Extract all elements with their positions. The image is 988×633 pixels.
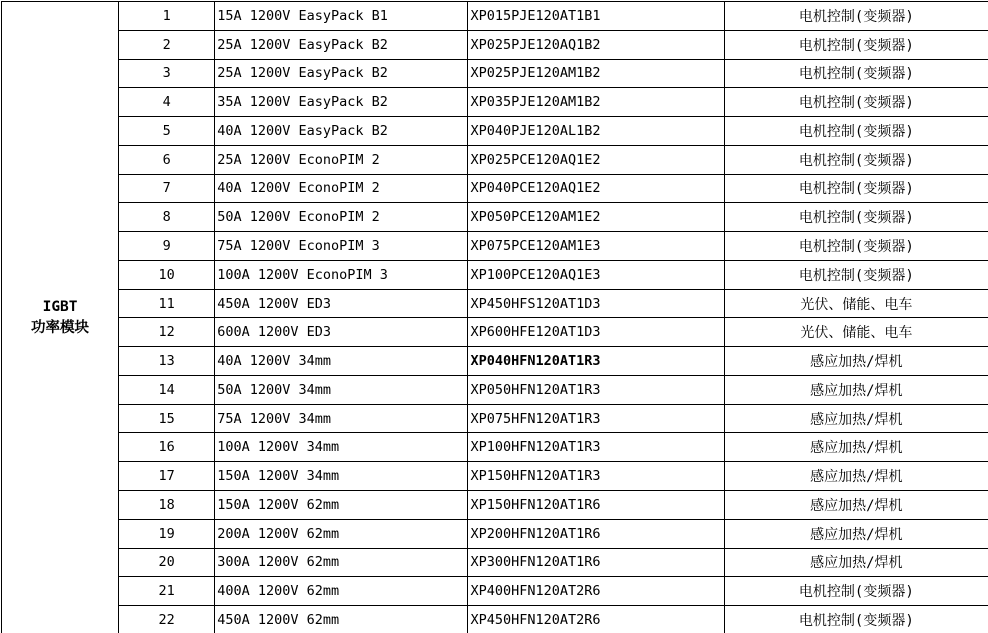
description-cell: 40A 1200V EasyPack B2: [215, 117, 468, 146]
application-cell: 光伏、储能、电车: [724, 289, 988, 318]
row-number-cell: 3: [119, 59, 215, 88]
row-number-cell: 2: [119, 30, 215, 59]
application-cell: 感应加热/焊机: [724, 548, 988, 577]
description-cell: 200A 1200V 62mm: [215, 519, 468, 548]
category-line-2: 功率模块: [31, 320, 90, 336]
table-row: [2, 462, 988, 491]
description-cell: 450A 1200V ED3: [215, 289, 468, 318]
description-cell: 40A 1200V 34mm: [215, 347, 468, 376]
application-cell: 感应加热/焊机: [724, 519, 988, 548]
table-row: [2, 318, 988, 347]
row-number-cell: 5: [119, 117, 215, 146]
row-number-cell: 20: [119, 548, 215, 577]
application-cell: 电机控制(变频器): [724, 260, 988, 289]
part-number-cell: XP450HFS120AT1D3: [468, 289, 724, 318]
table-row: [2, 347, 988, 376]
table-row: [2, 30, 988, 59]
application-cell: 电机控制(变频器): [724, 88, 988, 117]
row-number-cell: 14: [119, 375, 215, 404]
application-cell: 电机控制(变频器): [724, 30, 988, 59]
row-number-cell: 22: [119, 606, 215, 633]
part-number-cell: XP025PJE120AQ1B2: [468, 30, 724, 59]
row-number-cell: 8: [119, 203, 215, 232]
table-row: [2, 548, 988, 577]
table-row: [2, 232, 988, 261]
description-cell: 40A 1200V EconoPIM 2: [215, 174, 468, 203]
part-number-cell: XP200HFN120AT1R6: [468, 519, 724, 548]
application-cell: 电机控制(变频器): [724, 232, 988, 261]
description-cell: 25A 1200V EconoPIM 2: [215, 145, 468, 174]
table-row: [2, 491, 988, 520]
row-number-cell: 16: [119, 433, 215, 462]
part-number-cell: XP100PCE120AQ1E3: [468, 260, 724, 289]
table-row: [2, 433, 988, 462]
row-number-cell: 1: [119, 2, 215, 31]
application-cell: 电机控制(变频器): [724, 117, 988, 146]
row-number-cell: 4: [119, 88, 215, 117]
part-number-cell: XP150HFN120AT1R6: [468, 491, 724, 520]
description-cell: 50A 1200V 34mm: [215, 375, 468, 404]
table-row: [2, 88, 988, 117]
table-row: [2, 404, 988, 433]
description-cell: 100A 1200V EconoPIM 3: [215, 260, 468, 289]
table-row: [2, 203, 988, 232]
part-number-cell: XP075PCE120AM1E3: [468, 232, 724, 261]
row-number-cell: 11: [119, 289, 215, 318]
part-number-cell: XP300HFN120AT1R6: [468, 548, 724, 577]
application-cell: 感应加热/焊机: [724, 462, 988, 491]
row-number-cell: 7: [119, 174, 215, 203]
application-cell: 电机控制(变频器): [724, 145, 988, 174]
igbt-module-table: [1, 1, 988, 633]
application-cell: 电机控制(变频器): [724, 577, 988, 606]
part-number-cell: XP025PCE120AQ1E2: [468, 145, 724, 174]
row-number-cell: 6: [119, 145, 215, 174]
table-row: [2, 174, 988, 203]
application-cell: 感应加热/焊机: [724, 433, 988, 462]
part-number-cell: XP100HFN120AT1R3: [468, 433, 724, 462]
description-cell: 400A 1200V 62mm: [215, 577, 468, 606]
row-number-cell: 13: [119, 347, 215, 376]
table-row: [2, 606, 988, 633]
description-cell: 75A 1200V 34mm: [215, 404, 468, 433]
table-row: [2, 260, 988, 289]
row-number-cell: 10: [119, 260, 215, 289]
part-number-cell: XP450HFN120AT2R6: [468, 606, 724, 633]
application-cell: 电机控制(变频器): [724, 174, 988, 203]
description-cell: 300A 1200V 62mm: [215, 548, 468, 577]
table-row: [2, 2, 988, 31]
description-cell: 35A 1200V EasyPack B2: [215, 88, 468, 117]
table-row: [2, 375, 988, 404]
part-number-cell: XP050PCE120AM1E2: [468, 203, 724, 232]
part-number-cell: XP040PJE120AL1B2: [468, 117, 724, 146]
application-cell: 感应加热/焊机: [724, 375, 988, 404]
category-line-1: IGBT: [42, 298, 78, 315]
application-cell: 电机控制(变频器): [724, 2, 988, 31]
table-row: [2, 289, 988, 318]
part-number-cell: XP150HFN120AT1R3: [468, 462, 724, 491]
part-number-cell: XP075HFN120AT1R3: [468, 404, 724, 433]
table-row: [2, 519, 988, 548]
igbt-table-body: [2, 2, 988, 633]
description-cell: 450A 1200V 62mm: [215, 606, 468, 633]
part-number-cell: XP040HFN120AT1R3: [468, 347, 724, 376]
row-number-cell: 18: [119, 491, 215, 520]
description-cell: 25A 1200V EasyPack B2: [215, 30, 468, 59]
part-number-cell: XP600HFE120AT1D3: [468, 318, 724, 347]
part-number-cell: XP025PJE120AM1B2: [468, 59, 724, 88]
description-cell: 15A 1200V EasyPack B1: [215, 2, 468, 31]
application-cell: 感应加热/焊机: [724, 347, 988, 376]
row-number-cell: 12: [119, 318, 215, 347]
table-row: [2, 117, 988, 146]
row-number-cell: 17: [119, 462, 215, 491]
application-cell: 光伏、储能、电车: [724, 318, 988, 347]
row-number-cell: 9: [119, 232, 215, 261]
table-row: [2, 59, 988, 88]
row-number-cell: 21: [119, 577, 215, 606]
description-cell: 75A 1200V EconoPIM 3: [215, 232, 468, 261]
part-number-cell: XP040PCE120AQ1E2: [468, 174, 724, 203]
table-row: [2, 577, 988, 606]
application-cell: 感应加热/焊机: [724, 404, 988, 433]
table-row: [2, 145, 988, 174]
description-cell: 150A 1200V 34mm: [215, 462, 468, 491]
part-number-cell: XP035PJE120AM1B2: [468, 88, 724, 117]
description-cell: 150A 1200V 62mm: [215, 491, 468, 520]
part-number-cell: XP400HFN120AT2R6: [468, 577, 724, 606]
part-number-cell: XP050HFN120AT1R3: [468, 375, 724, 404]
description-cell: 100A 1200V 34mm: [215, 433, 468, 462]
description-cell: 25A 1200V EasyPack B2: [215, 59, 468, 88]
application-cell: 电机控制(变频器): [724, 606, 988, 633]
row-number-cell: 15: [119, 404, 215, 433]
application-cell: 电机控制(变频器): [724, 203, 988, 232]
application-cell: 感应加热/焊机: [724, 491, 988, 520]
part-number-cell: XP015PJE120AT1B1: [468, 2, 724, 31]
category-cell: [2, 2, 119, 633]
description-cell: 50A 1200V EconoPIM 2: [215, 203, 468, 232]
row-number-cell: 19: [119, 519, 215, 548]
application-cell: 电机控制(变频器): [724, 59, 988, 88]
description-cell: 600A 1200V ED3: [215, 318, 468, 347]
